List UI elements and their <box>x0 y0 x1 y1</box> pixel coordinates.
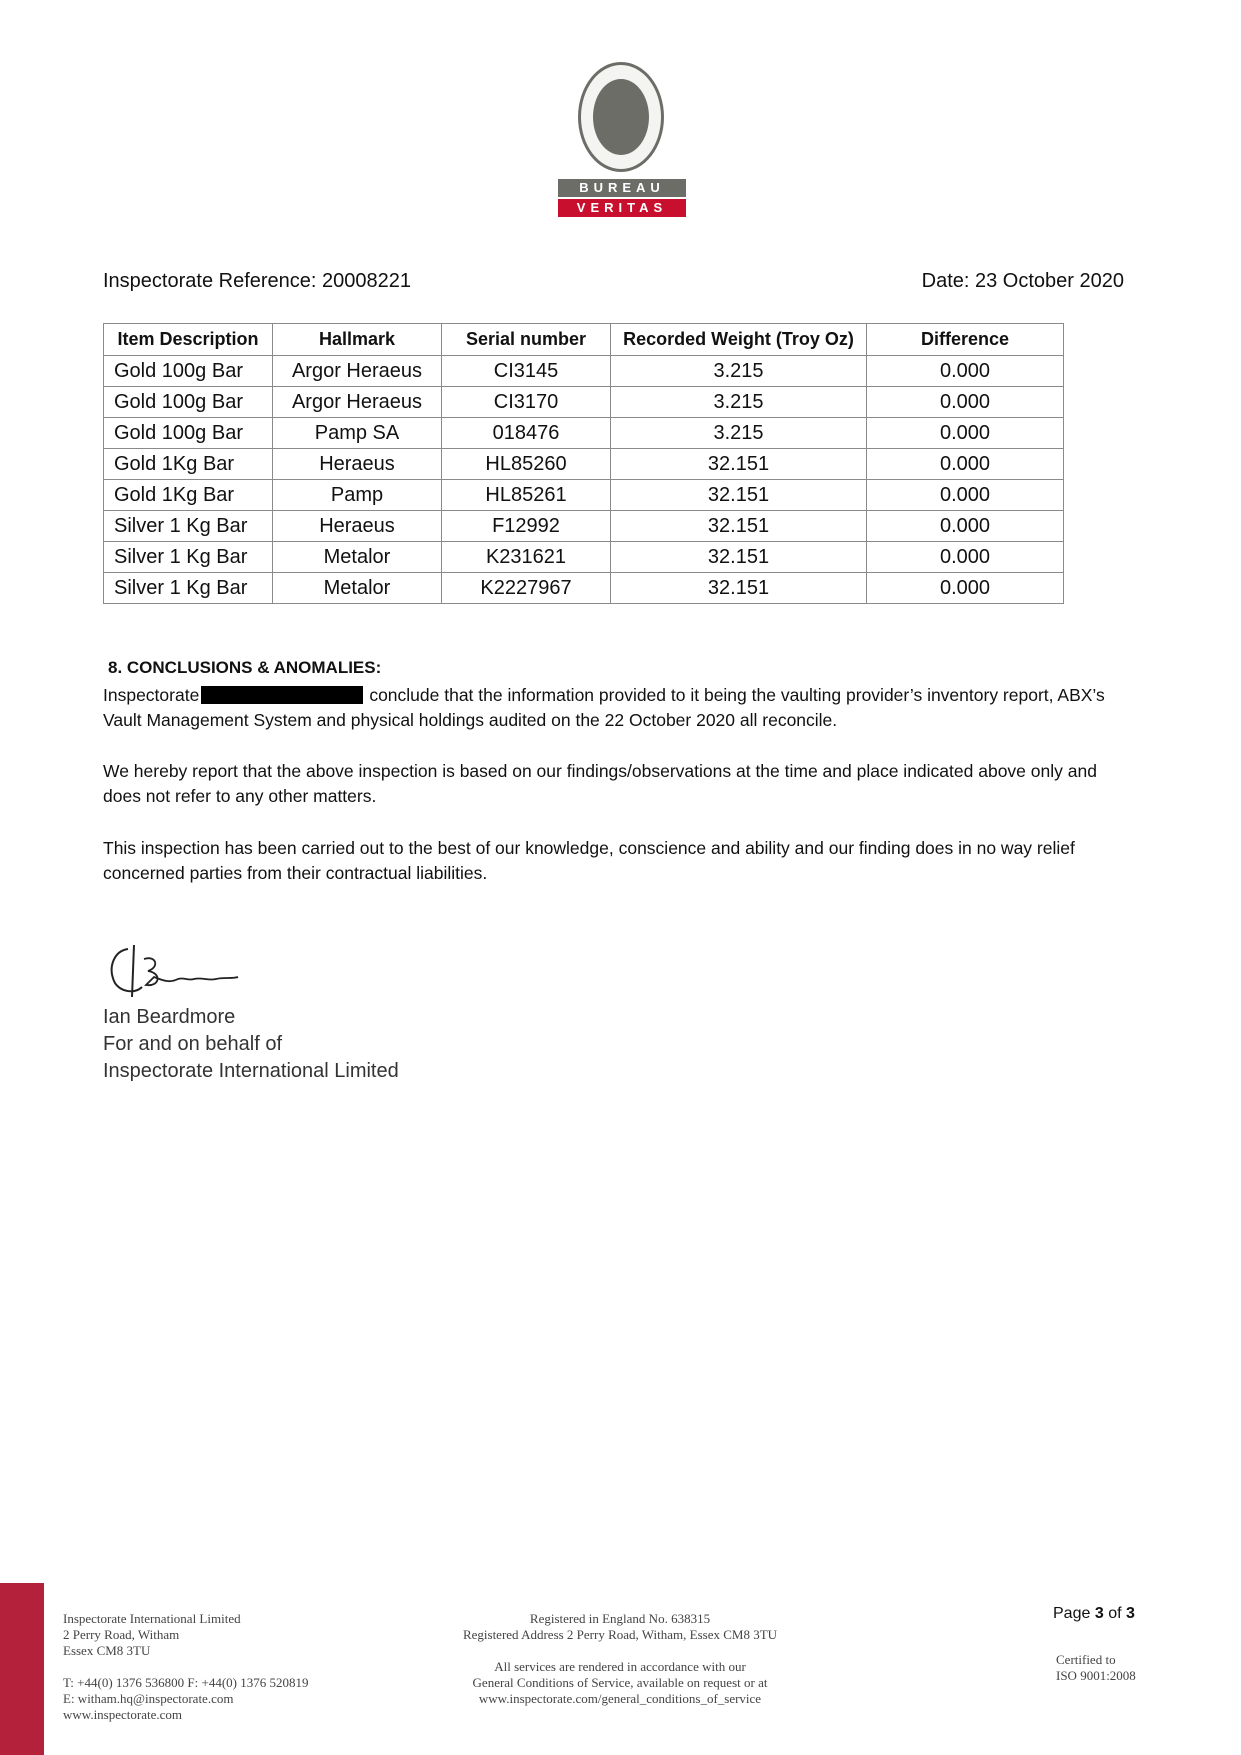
table-cell: 3.215 <box>611 387 867 418</box>
column-header: Item Description <box>104 324 273 356</box>
column-header: Difference <box>867 324 1064 356</box>
footer-address-1: 2 Perry Road, Witham <box>63 1627 180 1642</box>
footer-terms-2: General Conditions of Service, available on request or at <box>472 1675 768 1690</box>
page-of: of <box>1108 1605 1122 1622</box>
footer-company-contact <box>63 1611 308 1723</box>
footer-reg-2: Registered Address 2 Perry Road, Witham, Essex CM8 3TU <box>462 1627 778 1642</box>
signatory-block <box>103 1004 399 1085</box>
paragraph-start: Inspectorate <box>103 685 200 705</box>
signatory-name: Ian Beardmore <box>103 1006 236 1028</box>
signatory-line2: For and on behalf of <box>103 1033 283 1055</box>
inventory-table <box>103 323 1064 604</box>
table-cell: 32.151 <box>611 542 867 573</box>
table-row <box>104 542 1064 573</box>
table-cell: 0.000 <box>867 480 1064 511</box>
logo-line1: BUREAU <box>558 179 686 197</box>
table-cell: Gold 100g Bar <box>104 387 273 418</box>
logo-line2: VERITAS <box>558 199 686 217</box>
table-cell: 0.000 <box>867 449 1064 480</box>
table-cell: 32.151 <box>611 480 867 511</box>
table-cell: 3.215 <box>611 418 867 449</box>
table-cell: CI3145 <box>442 356 611 387</box>
table-cell: Pamp SA <box>273 418 442 449</box>
paragraph-end: conclude that the information provided to it being the vaulting provider’s inventory report, ABX’s Vault Management System and physical holdings audited on the 22 October 2020 all reconcile. <box>103 685 1105 730</box>
page-current: 3 <box>1094 1605 1104 1622</box>
bureau-veritas-logo <box>558 62 686 222</box>
table-cell: HL85261 <box>442 480 611 511</box>
report-date: Date: 23 October 2020 <box>921 270 1124 292</box>
footer-certification <box>1056 1652 1136 1684</box>
signature <box>104 937 254 1003</box>
seal-icon <box>578 62 664 172</box>
table-cell: Silver 1 Kg Bar <box>104 542 273 573</box>
table-cell: Silver 1 Kg Bar <box>104 573 273 604</box>
table-cell: 32.151 <box>611 449 867 480</box>
conclusions-paragraph-3: This inspection has been carried out to the best of our knowledge, conscience and ability and our finding does in no way relief concerned parties from their contractual liabilities. <box>103 838 1075 883</box>
table-cell: Silver 1 Kg Bar <box>104 511 273 542</box>
table-cell: Gold 100g Bar <box>104 418 273 449</box>
table-cell: K2227967 <box>442 573 611 604</box>
signatory-company: Inspectorate International Limited <box>103 1060 399 1082</box>
table-cell: Metalor <box>273 542 442 573</box>
table-cell: Heraeus <box>273 511 442 542</box>
footer-address-2: Essex CM8 3TU <box>63 1643 151 1658</box>
table-cell: 32.151 <box>611 573 867 604</box>
table-cell: HL85260 <box>442 449 611 480</box>
table-cell: Heraeus <box>273 449 442 480</box>
table-cell: 018476 <box>442 418 611 449</box>
table-row <box>104 418 1064 449</box>
conclusions-paragraph-2: We hereby report that the above inspection is based on our findings/observations at the time and place indicated above only and does not refer to any other matters. <box>103 761 1097 806</box>
footer-terms-3: www.inspectorate.com/general_conditions_of_service <box>478 1691 762 1706</box>
page-total: 3 <box>1125 1605 1135 1622</box>
column-header: Hallmark <box>273 324 442 356</box>
footer-registration <box>430 1611 810 1707</box>
table-row <box>104 449 1064 480</box>
footer-phone: T: +44(0) 1376 536800 F: +44(0) 1376 520819 <box>63 1675 309 1690</box>
table-cell: 0.000 <box>867 573 1064 604</box>
table-cell: 3.215 <box>611 356 867 387</box>
footer-web: www.inspectorate.com <box>63 1707 183 1722</box>
table-cell: K231621 <box>442 542 611 573</box>
table-cell: Pamp <box>273 480 442 511</box>
conclusions-paragraph-1 <box>103 683 1133 733</box>
redaction-box <box>201 686 363 704</box>
table-cell: 0.000 <box>867 356 1064 387</box>
footer-cert-2: ISO 9001:2008 <box>1056 1668 1136 1683</box>
footer-cert-1: Certified to <box>1056 1652 1116 1667</box>
column-header: Serial number <box>442 324 611 356</box>
table-cell: Argor Heraeus <box>273 356 442 387</box>
table-cell: 0.000 <box>867 387 1064 418</box>
footer-red-bar <box>0 1583 44 1755</box>
table-cell: Metalor <box>273 573 442 604</box>
table-cell: 0.000 <box>867 418 1064 449</box>
table-row <box>104 387 1064 418</box>
inspectorate-reference: Inspectorate Reference: 20008221 <box>103 270 411 292</box>
table-cell: 0.000 <box>867 542 1064 573</box>
table-row <box>104 356 1064 387</box>
footer-terms-1: All services are rendered in accordance with our <box>494 1659 746 1674</box>
conclusions-title: 8. CONCLUSIONS & ANOMALIES: <box>108 658 382 677</box>
table-row <box>104 480 1064 511</box>
table-row <box>104 573 1064 604</box>
table-cell: 0.000 <box>867 511 1064 542</box>
table-cell: Argor Heraeus <box>273 387 442 418</box>
footer-reg-1: Registered in England No. 638315 <box>529 1611 711 1626</box>
table-row <box>104 511 1064 542</box>
table-cell: 32.151 <box>611 511 867 542</box>
page-prefix: Page <box>1053 1605 1091 1622</box>
column-header: Recorded Weight (Troy Oz) <box>611 324 867 356</box>
page-number <box>1053 1605 1135 1623</box>
table-cell: CI3170 <box>442 387 611 418</box>
table-cell: Gold 100g Bar <box>104 356 273 387</box>
table-header-row <box>104 324 1064 356</box>
table-cell: Gold 1Kg Bar <box>104 449 273 480</box>
footer-email: E: witham.hq@inspectorate.com <box>63 1691 234 1706</box>
table-cell: F12992 <box>442 511 611 542</box>
table-cell: Gold 1Kg Bar <box>104 480 273 511</box>
footer-company: Inspectorate International Limited <box>63 1611 241 1626</box>
